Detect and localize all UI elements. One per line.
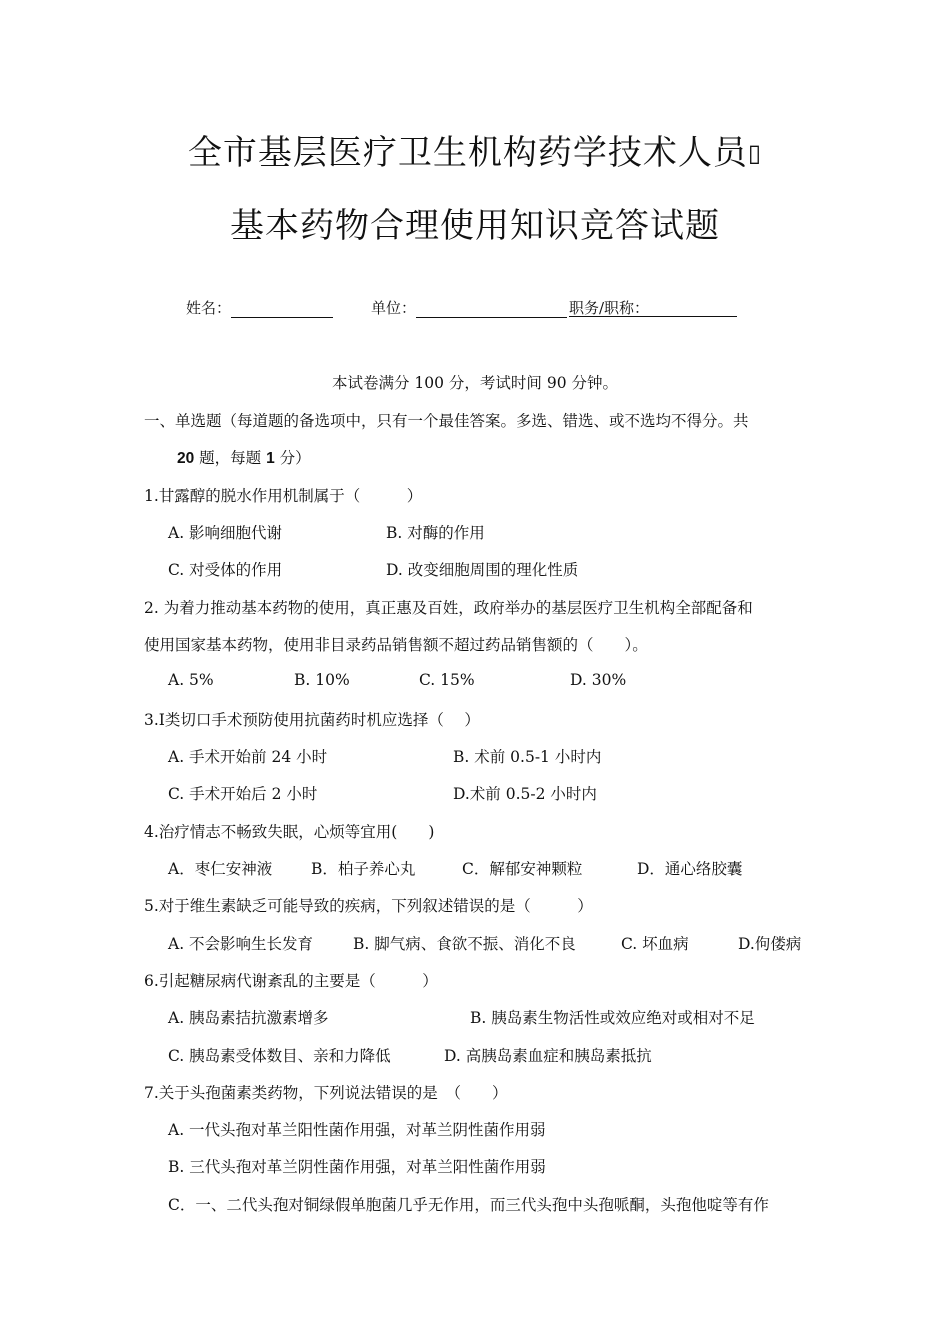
exam-intro: 本试卷满分 100 分，考试时间 90 分钟。 xyxy=(331,374,619,392)
question-stem: 2. 为着力推动基本药物的使用，真正惠及百姓，政府举办的基层医疗卫生机构全部配备和 xyxy=(144,599,753,617)
option-c[interactable]: C. 胰岛素受体数目、亲和力降低 xyxy=(168,1047,391,1065)
question-stem: 4.治疗情志不畅致失眠，心烦等宜用( ) xyxy=(144,823,435,841)
option-a[interactable]: A. 5% xyxy=(168,671,214,689)
option-b[interactable]: B. 胰岛素生物活性或效应绝对或相对不足 xyxy=(470,1009,755,1027)
score-per-question: 1 xyxy=(266,450,275,467)
title-text-1: 全市基层医疗卫生机构药学技术人员 xyxy=(187,133,748,173)
option-b[interactable]: B．柏子养心丸 xyxy=(311,860,416,878)
missing-glyph-mark: ▯ xyxy=(747,139,763,167)
question-stem: 5.对于维生素缺乏可能导致的疾病，下列叙述错误的是（ ） xyxy=(144,897,593,915)
option-b[interactable]: B. 术前 0.5-1 小时内 xyxy=(453,748,602,766)
option-c[interactable]: C．一、二代头孢对铜绿假单胞菌几乎无作用，而三代头孢中头孢哌酮，头孢他啶等有作 xyxy=(168,1196,769,1214)
option-a[interactable]: A. 胰岛素拮抗激素增多 xyxy=(168,1009,329,1027)
question-stem: 7.关于头孢菌素类药物，下列说法错误的是 （ ） xyxy=(144,1084,508,1102)
unit-field[interactable] xyxy=(371,297,567,318)
option-a[interactable]: A. 手术开始前 24 小时 xyxy=(168,748,328,766)
exam-title-line2: 基本药物合理使用知识竞答试题 xyxy=(230,206,720,246)
option-d[interactable]: D．通心络胶囊 xyxy=(637,860,743,878)
option-c[interactable]: C. 手术开始后 2 小时 xyxy=(168,785,318,803)
option-b[interactable]: B. 10% xyxy=(294,671,350,689)
position-label: 职务/职称： xyxy=(569,299,650,317)
heading-mid: 题，每题 xyxy=(194,449,267,467)
heading-end: 分） xyxy=(274,449,311,467)
question-stem-cont: 使用国家基本药物，使用非目录药品销售额不超过药品销售额的（ ）。 xyxy=(144,636,648,654)
unit-label: 单位： xyxy=(371,299,417,317)
section-heading: 一、单选题（每道题的备选项中，只有一个最佳答案。多选、错选、或不选均不得分。共 xyxy=(144,412,749,430)
option-d[interactable]: D.佝偻病 xyxy=(738,935,802,953)
option-a[interactable]: A．枣仁安神液 xyxy=(168,860,273,878)
option-a[interactable]: A. 不会影响生长发育 xyxy=(168,935,314,953)
option-b[interactable]: B. 对酶的作用 xyxy=(386,524,485,542)
question-stem: 3.Ⅰ类切口手术预防使用抗菌药时机应选择（ ） xyxy=(144,711,480,729)
option-b[interactable]: B. 脚气病、食欲不振、消化不良 xyxy=(353,935,576,953)
question-count: 20 xyxy=(177,450,195,467)
position-field[interactable] xyxy=(569,297,737,317)
option-c[interactable]: C. 对受体的作用 xyxy=(168,561,283,579)
option-b[interactable]: B. 三代头孢对革兰阴性菌作用强，对革兰阳性菌作用弱 xyxy=(168,1158,546,1176)
section-heading-cont xyxy=(177,446,311,468)
question-stem: 6.引起糖尿病代谢紊乱的主要是（ ） xyxy=(144,972,438,990)
name-field[interactable] xyxy=(186,297,333,318)
option-d[interactable]: D.术前 0.5-2 小时内 xyxy=(453,785,597,803)
option-a[interactable]: A. 一代头孢对革兰阳性菌作用强，对革兰阴性菌作用弱 xyxy=(168,1121,546,1139)
option-c[interactable]: C．解郁安神颗粒 xyxy=(462,860,583,878)
unit-blank[interactable] xyxy=(416,299,567,318)
name-blank[interactable] xyxy=(231,299,333,318)
option-c[interactable]: C. 15% xyxy=(419,671,475,689)
option-d[interactable]: D. 高胰岛素血症和胰岛素抵抗 xyxy=(444,1047,652,1065)
question-stem: 1.甘露醇的脱水作用机制属于（ ） xyxy=(144,487,423,505)
option-a[interactable]: A. 影响细胞代谢 xyxy=(168,524,283,542)
option-d[interactable]: D. 改变细胞周围的理化性质 xyxy=(386,561,579,579)
option-d[interactable]: D. 30% xyxy=(570,671,627,689)
option-c[interactable]: C. 坏血病 xyxy=(621,935,689,953)
exam-title-line1 xyxy=(0,125,950,174)
name-label: 姓名： xyxy=(186,299,232,317)
